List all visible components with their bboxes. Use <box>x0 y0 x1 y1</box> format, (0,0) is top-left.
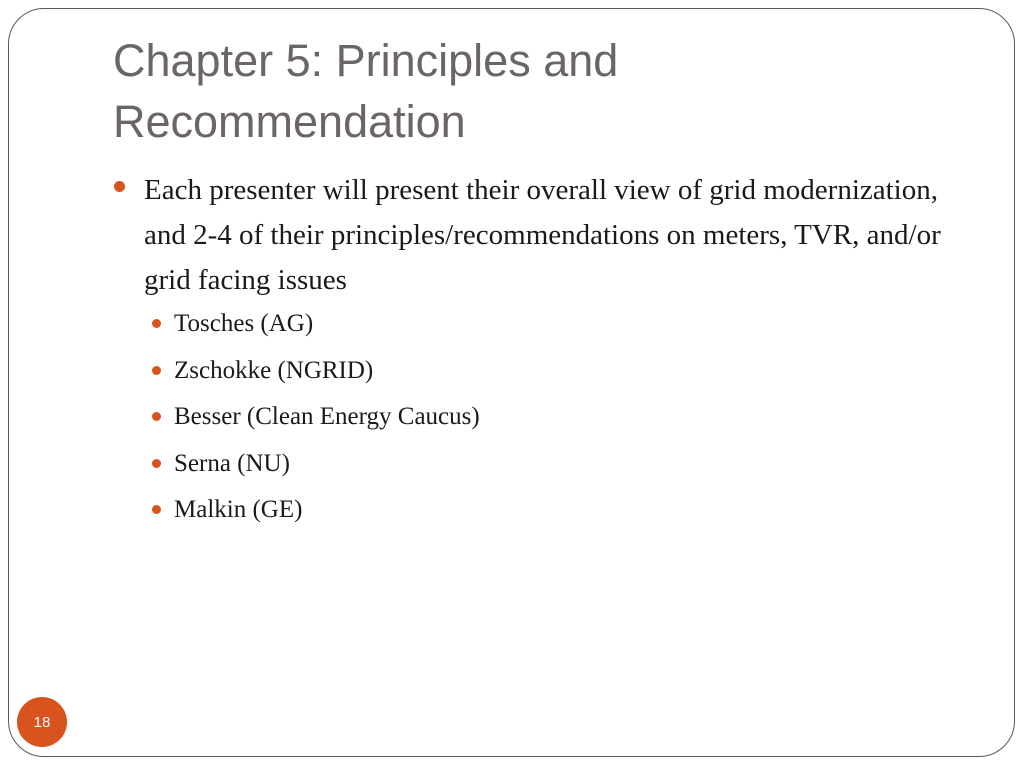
presenter-item <box>151 447 983 481</box>
slide-body <box>113 168 983 540</box>
presenter-item <box>151 307 983 341</box>
presenter-item <box>151 400 983 434</box>
bullet-dot-icon <box>152 459 161 468</box>
presenter-item <box>151 493 983 527</box>
presenter-name: Besser (Clean Energy Caucus) <box>174 403 480 430</box>
bullet-dot-icon <box>114 181 125 192</box>
presenter-name: Zschokke (NGRID) <box>174 356 374 384</box>
bullet-dot-icon <box>152 505 161 514</box>
bullet-dot-icon <box>152 366 161 375</box>
bullet-dot-icon <box>152 412 161 421</box>
bullet-dot-icon <box>152 319 161 328</box>
presenter-name: Serna (NU) <box>174 449 290 477</box>
presenter-item <box>151 354 983 388</box>
slide-title: Chapter 5: Principles and Recommendation <box>113 35 619 147</box>
bullet-item <box>113 168 983 303</box>
bullet-text: Each presenter will present their overall view of grid modernization, and 2-4 of their principles/recommendations on meters, TVR, and/or grid facing issues <box>144 174 941 296</box>
presenter-name: Tosches (AG) <box>174 310 314 337</box>
presenter-list <box>151 307 983 527</box>
page-number-badge: 18 <box>17 697 67 747</box>
presenter-name: Malkin (GE) <box>174 496 303 523</box>
